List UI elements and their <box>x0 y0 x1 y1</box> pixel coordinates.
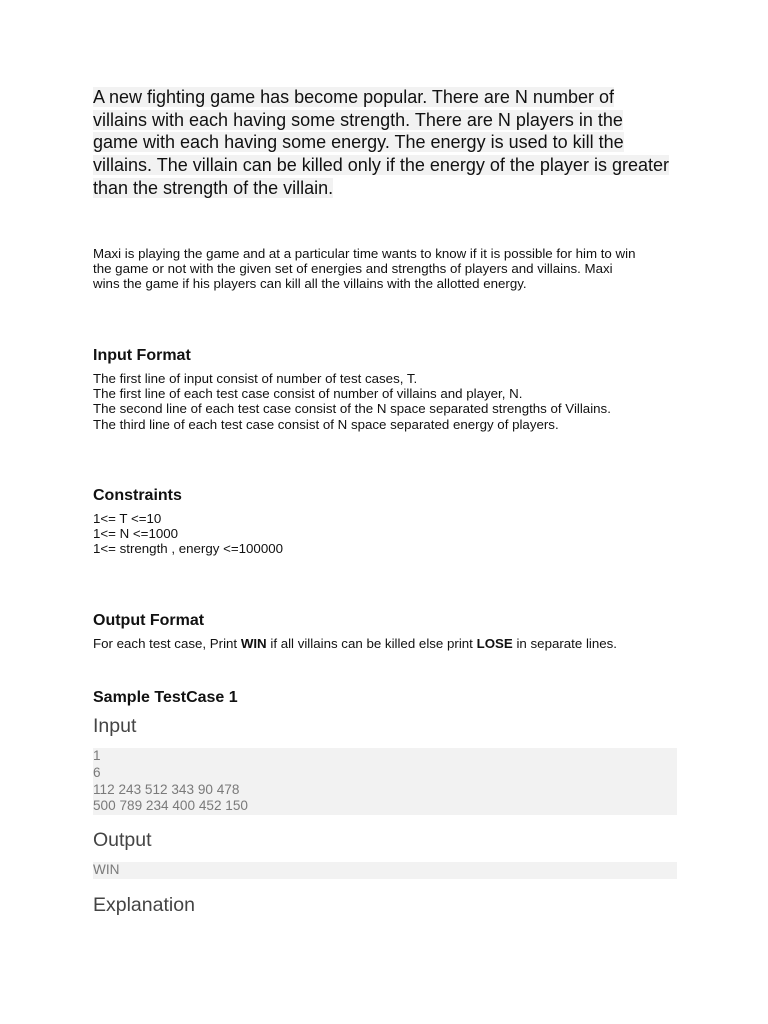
explanation-label: Explanation <box>93 894 195 916</box>
input-format-lines <box>93 371 611 432</box>
input-format-heading: Input Format <box>93 347 191 364</box>
intro-line: villains. The villain can be killed only if the energy of the player is greater <box>93 155 669 176</box>
sample-output-label: Output <box>93 829 152 851</box>
input-format-line: The first line of input consist of number of test cases, T. <box>93 371 418 386</box>
maxi-line: Maxi is playing the game and at a particular time wants to know if it is possible for him to win <box>93 246 636 261</box>
intro-line: than the strength of the villain. <box>93 177 334 198</box>
constraint-line: 1<= N <=1000 <box>93 526 179 542</box>
input-format-line: The second line of each test case consist of the N space separated strengths of Villains. <box>93 401 611 417</box>
sample-input-line: 112 243 512 343 90 478 <box>93 781 240 797</box>
input-format-line: The first line of each test case consist of number of villains and player, N. <box>93 386 523 402</box>
constraints-lines <box>93 511 283 557</box>
intro-line: A new fighting game has become popular. There are N number of <box>93 87 614 107</box>
sample-input-label: Input <box>93 715 137 737</box>
sample-input-line: 1 <box>93 748 101 763</box>
maxi-line: wins the game if his players can kill all the villains with the allotted energy. <box>93 276 527 292</box>
input-format-line: The third line of each test case consist of N space separated energy of players. <box>93 416 559 432</box>
output-format-line: For each test case, Print WIN if all villains can be killed else print LOSE in separate lines. <box>93 636 618 651</box>
intro-line: villains with each having some strength. There are N players in the <box>93 109 623 130</box>
sample-output-line: WIN <box>93 862 120 877</box>
intro-line: game with each having some energy. The energy is used to kill the <box>93 132 624 153</box>
lose-keyword: LOSE <box>476 636 513 651</box>
constraints-heading: Constraints <box>93 487 182 504</box>
constraint-line: 1<= strength , energy <=100000 <box>93 541 284 557</box>
maxi-paragraph <box>93 246 683 292</box>
maxi-line: the game or not with the given set of energies and strengths of players and villains. Maxi <box>93 261 613 277</box>
sample-output-block <box>93 862 677 879</box>
intro-paragraph <box>93 86 683 200</box>
output-format-text <box>93 636 617 651</box>
output-format-heading: Output Format <box>93 612 205 629</box>
sample-testcase-heading: Sample TestCase 1 <box>93 689 238 706</box>
sample-input-line: 500 789 234 400 452 150 <box>93 798 248 814</box>
sample-input-block <box>93 748 677 815</box>
sample-input-line: 6 <box>93 764 101 780</box>
win-keyword: WIN <box>240 636 267 651</box>
constraint-line: 1<= T <=10 <box>93 511 162 526</box>
